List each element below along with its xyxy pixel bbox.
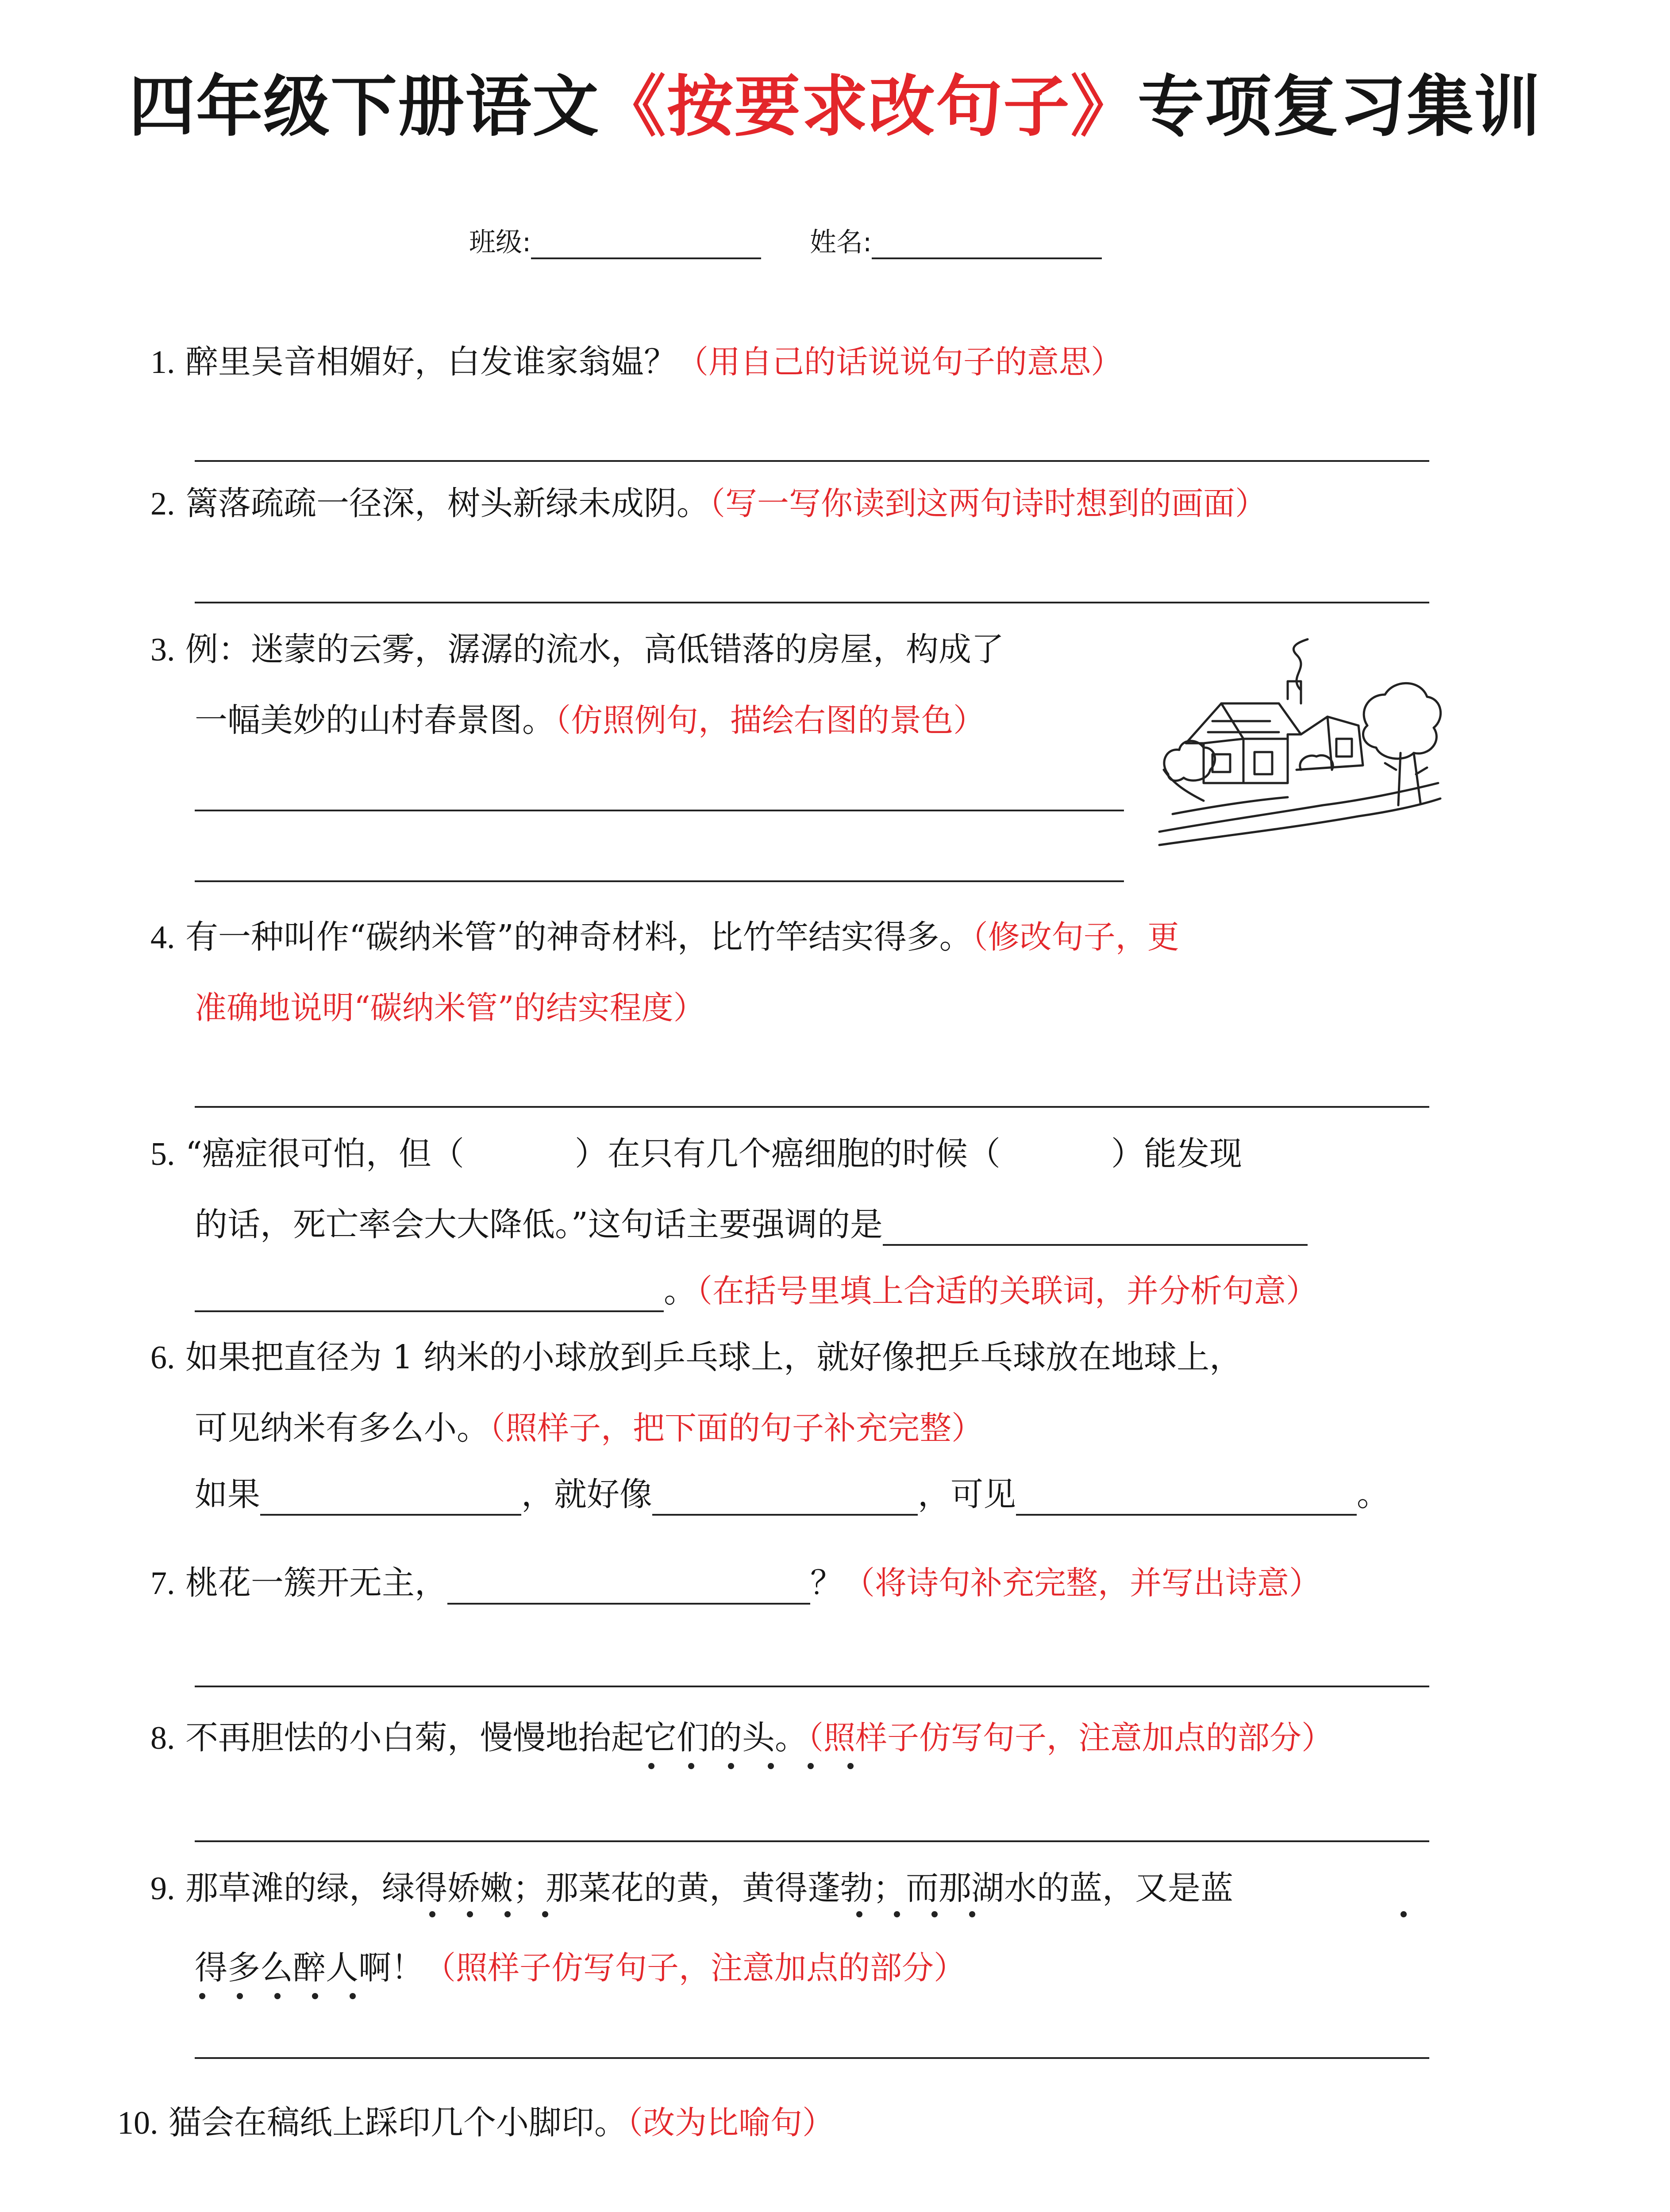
fill-text-1: 如果 [195,1475,260,1513]
name-label: 姓名: [810,227,872,258]
answer-line[interactable] [195,1840,1429,1842]
fill-text-4: 。 [1357,1475,1389,1513]
question-hint: （在括号里填上合适的关联词，并分析句意） [696,1272,1318,1310]
emphasis-dot [542,1911,548,1917]
question-text-line2: 一幅美妙的山村春景图。 [195,701,555,739]
question-text-line1: 如果把直径为 1 纳米的小球放到乒乓球上，就好像把乒乓球放在地球上， [185,1338,1243,1376]
emphasis-dot [504,1911,511,1917]
answer-line[interactable] [195,460,1429,462]
emphasis-dot [350,1993,356,1999]
question-5-line3 [195,1270,1318,1312]
question-number: 6. [150,1340,175,1376]
title-suffix: 专项复习集训 [1138,69,1542,146]
emphasis-dot [312,1993,318,1999]
emphasis-dot [274,1993,281,1999]
question-text: 篱落疏疏一径深，树头新绿未成阴。 [185,484,710,522]
question-text-p1: “癌症很可怕，但（ [185,1135,464,1173]
question-text: 不再胆怯的小白菊，慢慢地抬起它们的头。 [185,1719,808,1757]
answer-line[interactable] [195,602,1429,603]
question-mark: ？ [810,1564,843,1602]
answer-line[interactable] [195,880,1124,882]
question-3 [150,628,1004,671]
question-5 [150,1133,1242,1175]
question-text-line1: 例：迷蒙的云雾，潺潺的流水，高低错落的房屋，构成了 [185,630,1004,668]
emphasis-dot [648,1763,654,1769]
village-illustration [1155,637,1443,849]
question-number: 4. [150,919,175,956]
question-text: 醉里吴音相媚好，白发谁家翁媪？ [185,343,677,381]
question-hint: （照样子仿写句子，注意加点的部分） [808,1719,1334,1756]
emphasis-dot [199,1993,205,1999]
question-10 [117,2101,834,2144]
question-number: 3. [150,632,175,668]
question-hint: （写一写你读到这两句诗时想到的画面） [709,485,1267,522]
question-6-line2 [195,1407,983,1449]
emphasis-dot [847,1763,854,1769]
question-1 [150,341,1123,384]
question-text: 猫会在稿纸上踩印几个小脚印。 [169,2104,627,2142]
question-2 [150,482,1267,525]
emphasis-dot [931,1911,938,1917]
emphasis-dot [808,1763,814,1769]
question-text: 桃花一簇开无主， [185,1564,448,1602]
question-8 [150,1717,1333,1759]
question-hint: （照样子仿写句子，注意加点的部分） [424,1949,966,1986]
question-hint-1: （修改句子，更 [972,918,1179,956]
answer-line[interactable] [195,2057,1429,2059]
question-text-p2: ）在只有几个癌细胞的时候（ [574,1135,1000,1173]
answer-blank[interactable] [1016,1483,1357,1516]
question-number: 7. [150,1565,175,1601]
question-5-line2 [195,1203,1308,1246]
question-hint: （将诗句补充完整，并写出诗意） [843,1564,1321,1601]
question-text-line2: 可见纳米有多么小。 [195,1409,489,1447]
answer-blank[interactable] [652,1483,918,1516]
answer-blank[interactable] [260,1483,521,1516]
question-number: 9. [150,1870,175,1907]
answer-blank[interactable] [195,1279,664,1312]
emphasis-dot [467,1911,473,1917]
question-hint: （用自己的话说说句子的意思） [677,343,1123,380]
question-9 [150,1867,1233,1910]
question-9-line2 [195,1947,966,1989]
question-number: 1. [150,344,175,380]
question-6 [150,1336,1242,1379]
emphasis-dot [856,1911,862,1917]
fill-text-2: ，就好像 [521,1475,652,1513]
question-number: 10. [117,2105,158,2141]
question-7 [150,1562,1321,1605]
emphasis-dot [1401,1911,1407,1917]
name-blank[interactable] [872,231,1102,259]
fill-text-3: ，可见 [918,1475,1016,1513]
question-hint: （改为比喻句） [627,2104,835,2141]
question-hint: （仿照例句，描绘右图的景色） [555,702,985,739]
question-4 [150,916,1179,959]
question-4-line2 [195,987,705,1029]
class-blank[interactable] [531,231,761,259]
question-text-line1: 那草滩的绿，绿得娇嫩；那菜花的黄，黄得蓬勃；而那湖水的蓝，又是蓝 [185,1869,1234,1907]
title-highlight: 《按要求改句子》 [599,69,1138,146]
question-number: 5. [150,1136,175,1172]
emphasis-dot [728,1763,734,1769]
question-number: 2. [150,486,175,522]
question-hint-2: 准确地说明“碳纳米管”的结实程度） [195,989,705,1026]
class-label: 班级: [469,227,531,258]
page-number [0,2208,1670,2212]
title-prefix: 四年级下册语文 [128,69,600,146]
answer-blank[interactable] [447,1572,810,1605]
emphasis-dot [237,1993,243,1999]
question-text-end: 。 [664,1272,696,1310]
question-hint: （照样子，把下面的句子补充完整） [489,1409,984,1447]
question-text-p3: ）能发现 [1111,1135,1242,1173]
answer-line[interactable] [195,810,1124,811]
question-text-line1: 有一种叫作“碳纳米管”的神奇材料，比竹竿结实得多。 [185,918,972,956]
emphasis-dot [429,1911,435,1917]
class-field [469,221,761,259]
emphasis-dot [969,1911,975,1917]
answer-line[interactable] [195,1106,1429,1108]
page-title [0,53,1670,149]
emphasis-dot [768,1763,774,1769]
question-number: 8. [150,1720,175,1756]
answer-blank[interactable] [883,1213,1308,1246]
question-3-line2 [195,699,985,741]
question-6-fill [195,1473,1389,1516]
name-field [810,221,1102,259]
question-text-line2: 的话，死亡率会大大降低。”这句话主要强调的是 [195,1206,883,1244]
emphasis-dot [688,1763,694,1769]
emphasis-dot [894,1911,900,1917]
question-text-line2: 得多么醉人啊！ [195,1949,424,1987]
answer-line[interactable] [195,1686,1429,1687]
